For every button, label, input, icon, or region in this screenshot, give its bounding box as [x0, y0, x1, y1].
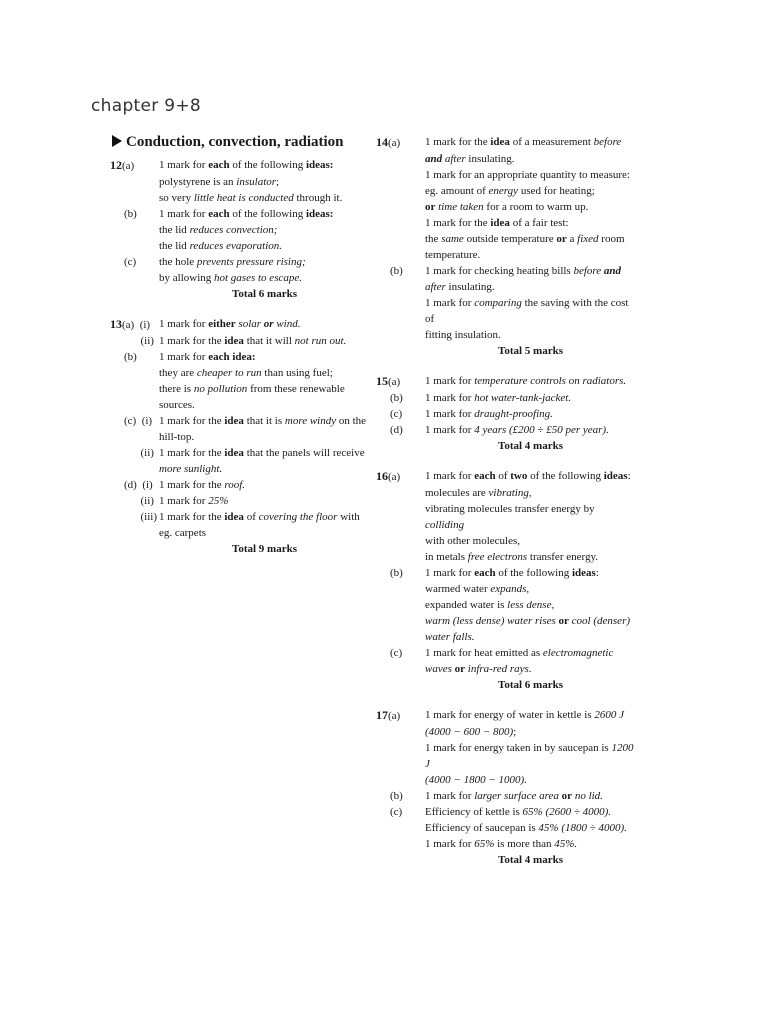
answer-line	[376, 533, 636, 549]
answer-line	[376, 661, 636, 677]
answer-line	[376, 549, 636, 565]
answer-text: there is no pollution from these renewable	[159, 383, 345, 395]
total-marks: Total 6 marks	[232, 288, 297, 300]
answer-line	[376, 247, 636, 263]
answer-line	[376, 707, 636, 724]
answer-line	[110, 461, 370, 477]
answer-line	[376, 820, 636, 836]
answer-text: 1 mark for draught-proofing.	[425, 408, 553, 420]
part-label: (ii)	[124, 335, 154, 347]
answer-line	[376, 772, 636, 788]
part-label: 15(a)	[376, 374, 401, 388]
part-label	[376, 183, 425, 199]
answer-line	[376, 485, 636, 501]
answer-text: the hole prevents pressure rising;	[159, 256, 306, 268]
part-label: 16(a)	[376, 469, 401, 483]
answer-line	[376, 167, 636, 183]
total-marks: Total 6 marks	[498, 679, 563, 691]
answer-line	[376, 788, 636, 804]
answer-text: 1 mark for 4 years (£200 ÷ £50 per year).	[425, 424, 609, 436]
part-label	[376, 629, 425, 645]
answer-text: the lid reduces evaporation.	[159, 240, 283, 252]
answer-line	[110, 238, 370, 254]
answer-text: 1 mark for the idea that the panels will receive	[159, 447, 365, 459]
answer-text: warm (less dense) water rises or cool (denser)	[425, 615, 631, 627]
answer-text: they are cheaper to run than using fuel;	[159, 367, 333, 379]
left-column	[110, 134, 370, 571]
part-label: (c)	[390, 408, 403, 420]
part-label	[376, 151, 425, 167]
answer-line	[376, 151, 636, 167]
answer-text: 1 mark for checking heating bills before and	[425, 265, 622, 277]
answer-line	[110, 365, 370, 381]
part-label: (d)	[390, 424, 403, 436]
answer-text: so very little heat is conducted through it.	[159, 192, 343, 204]
left-question-list	[110, 157, 370, 557]
answer-text: 1 mark for 25%	[159, 495, 229, 507]
part-label	[376, 836, 425, 852]
answer-text: 1 mark for energy taken in by saucepan is 1200 J	[425, 742, 634, 770]
question-12	[110, 157, 370, 302]
part-label	[376, 820, 425, 836]
question-14	[376, 134, 636, 359]
part-label	[376, 327, 425, 343]
answer-line	[376, 581, 636, 597]
part-label: 17(a)	[376, 708, 401, 722]
answer-text: and after insulating.	[425, 153, 515, 165]
answer-line	[376, 279, 636, 295]
answer-line	[376, 373, 636, 390]
answer-text: the lid reduces convection;	[159, 224, 278, 236]
answer-text: hill-top.	[159, 431, 195, 443]
answer-line	[376, 836, 636, 852]
answer-line	[376, 183, 636, 199]
part-label	[110, 525, 159, 541]
chapter-heading: chapter 9+8	[91, 96, 202, 116]
answer-line	[376, 406, 636, 422]
part-label	[110, 365, 159, 381]
total-marks: Total 4 marks	[498, 440, 563, 452]
part-label: (c) (i)	[124, 415, 153, 427]
answer-line	[110, 429, 370, 445]
right-column	[376, 134, 636, 882]
total-marks: Total 9 marks	[232, 543, 297, 555]
question-number: 14	[376, 135, 388, 149]
answer-text: 1 mark for each of the following ideas:	[159, 159, 334, 171]
question-number: 17	[376, 708, 388, 722]
answer-text: 1 mark for either solar or wind.	[159, 318, 301, 330]
part-label: (c)	[390, 806, 403, 818]
answer-text: more sunlight.	[159, 463, 223, 475]
answer-text: 1 mark for larger surface area or no lid.	[425, 790, 603, 802]
answer-text: after insulating.	[425, 281, 495, 293]
answer-line	[110, 206, 370, 222]
answer-line	[110, 349, 370, 365]
part-label: 13(a) (i)	[110, 317, 151, 331]
answer-line	[110, 381, 370, 397]
part-label: (b)	[390, 392, 403, 404]
answer-line	[110, 316, 370, 333]
answer-line	[376, 199, 636, 215]
question-number: 16	[376, 469, 388, 483]
section-title	[112, 134, 370, 151]
question-number: 13	[110, 317, 122, 331]
answer-line	[376, 597, 636, 613]
answer-text: eg. carpets	[159, 527, 207, 539]
question-number: 15	[376, 374, 388, 388]
answer-line	[376, 501, 636, 533]
part-label	[110, 238, 159, 254]
answer-text: 1 mark for each idea:	[159, 351, 256, 363]
part-label	[376, 533, 425, 549]
answer-text: or time taken for a room to warm up.	[425, 201, 589, 213]
answer-text: 1 mark for each of two of the following ideas:	[425, 470, 631, 482]
part-label	[110, 270, 159, 286]
answer-text: expanded water is less dense,	[425, 599, 555, 611]
answer-line	[110, 397, 370, 413]
question-17	[376, 707, 636, 868]
part-label	[376, 247, 425, 263]
answer-text: 1 mark for each of the following ideas:	[425, 567, 599, 579]
answer-line	[110, 477, 370, 493]
part-label: 12(a)	[110, 158, 135, 172]
part-label	[110, 397, 159, 413]
answer-line	[110, 254, 370, 270]
answer-text: 1 mark for each of the following ideas:	[159, 208, 334, 220]
answer-text: polystyrene is an insulator;	[159, 176, 280, 188]
part-label	[376, 661, 425, 677]
answer-text: 1 mark for an appropriate quantity to measure:	[425, 169, 630, 181]
question-15	[376, 373, 636, 454]
answer-text: 1 mark for the idea that it will not run out.	[159, 335, 347, 347]
answer-text: sources.	[159, 399, 195, 411]
answer-line	[376, 215, 636, 231]
answer-text: 1 mark for the idea that it is more windy on the	[159, 415, 367, 427]
part-label	[376, 199, 425, 215]
answer-line	[110, 157, 370, 174]
answer-text: Efficiency of kettle is 65% (2600 ÷ 4000).	[425, 806, 612, 818]
part-label	[376, 215, 425, 231]
answer-text: warmed water expands,	[425, 583, 530, 595]
answer-text: 1 mark for the idea of a measurement before	[425, 136, 622, 148]
answer-line	[376, 468, 636, 485]
part-label: (b)	[390, 265, 403, 277]
answer-line	[110, 174, 370, 190]
part-label	[110, 174, 159, 190]
answer-text: with other molecules,	[425, 535, 521, 547]
part-label: (c)	[124, 256, 137, 268]
answer-line	[376, 804, 636, 820]
answer-line	[376, 422, 636, 438]
part-label	[376, 772, 425, 788]
answer-text: waves or infra-red rays.	[425, 663, 532, 675]
total-marks: Total 5 marks	[498, 345, 563, 357]
answer-line	[110, 413, 370, 429]
part-label	[376, 581, 425, 597]
answer-text: temperature.	[425, 249, 481, 261]
part-label: (c)	[390, 647, 403, 659]
answer-text: water falls.	[425, 631, 475, 643]
part-label	[110, 381, 159, 397]
part-label	[376, 613, 425, 629]
answer-line	[376, 390, 636, 406]
part-label	[376, 231, 425, 247]
part-label	[376, 279, 425, 295]
part-label	[376, 740, 425, 772]
answer-line	[110, 509, 370, 525]
question-13	[110, 316, 370, 557]
part-label	[376, 485, 425, 501]
part-label: (d) (i)	[124, 479, 153, 491]
answer-line	[376, 565, 636, 581]
answer-text: 1 mark for the roof.	[159, 479, 246, 491]
answer-line	[110, 270, 370, 286]
answer-text: eg. amount of energy used for heating;	[425, 185, 595, 197]
part-label: 14(a)	[376, 135, 401, 149]
answer-line	[376, 740, 636, 772]
question-number: 12	[110, 158, 122, 172]
part-label: (b)	[390, 567, 403, 579]
part-label: (b)	[390, 790, 403, 802]
answer-text: (4000 − 1800 − 1000).	[425, 774, 527, 786]
part-label	[110, 461, 159, 477]
total-marks: Total 4 marks	[498, 854, 563, 866]
answer-text: 1 mark for comparing the saving with the cost of	[425, 297, 629, 325]
part-label	[376, 295, 425, 327]
answer-line	[376, 231, 636, 247]
part-label: (b)	[124, 351, 137, 363]
answer-text: 1 mark for energy of water in kettle is 2600 J	[425, 709, 624, 721]
part-label: (iii)	[124, 511, 157, 523]
part-label	[376, 549, 425, 565]
answer-line	[110, 493, 370, 509]
section-title-text: Conduction, convection, radiation	[126, 134, 344, 150]
question-16	[376, 468, 636, 693]
part-label: (b)	[124, 208, 137, 220]
answer-line	[110, 525, 370, 541]
answer-line	[376, 327, 636, 343]
answer-text: 1 mark for heat emitted as electromagnetic	[425, 647, 614, 659]
answer-line	[110, 333, 370, 349]
part-label: (ii)	[124, 495, 154, 507]
part-label: (ii)	[124, 447, 154, 459]
answer-text: vibrating molecules transfer energy by colliding	[425, 503, 595, 531]
answer-text: in metals free electrons transfer energy.	[425, 551, 598, 563]
answer-line	[376, 629, 636, 645]
answer-text: (4000 − 600 − 800);	[425, 726, 517, 738]
answer-line	[376, 295, 636, 327]
answer-text: the same outside temperature or a fixed room	[425, 233, 625, 245]
answer-line	[110, 222, 370, 238]
part-label	[110, 222, 159, 238]
answer-line	[376, 263, 636, 279]
answer-line	[376, 613, 636, 629]
part-label	[110, 429, 159, 445]
answer-text: 1 mark for 65% is more than 45%.	[425, 838, 578, 850]
answer-line	[376, 134, 636, 151]
answer-text: 1 mark for temperature controls on radiators.	[425, 375, 627, 387]
answer-line	[376, 724, 636, 740]
answer-text: Efficiency of saucepan is 45% (1800 ÷ 4000).	[425, 822, 627, 834]
answer-line	[376, 645, 636, 661]
answer-text: molecules are vibrating,	[425, 487, 532, 499]
answer-line	[110, 190, 370, 206]
answer-text: by allowing hot gases to escape.	[159, 272, 302, 284]
triangle-bullet-icon	[112, 135, 122, 147]
part-label	[376, 597, 425, 613]
answer-text: 1 mark for the idea of covering the floor with	[159, 511, 360, 523]
part-label	[110, 190, 159, 206]
answer-text: 1 mark for the idea of a fair test:	[425, 217, 569, 229]
part-label	[376, 167, 425, 183]
part-label	[376, 501, 425, 533]
part-label	[376, 724, 425, 740]
answer-text: fitting insulation.	[425, 329, 501, 341]
answer-text: 1 mark for hot water-tank-jacket.	[425, 392, 572, 404]
answer-line	[110, 445, 370, 461]
right-question-list	[376, 134, 636, 868]
